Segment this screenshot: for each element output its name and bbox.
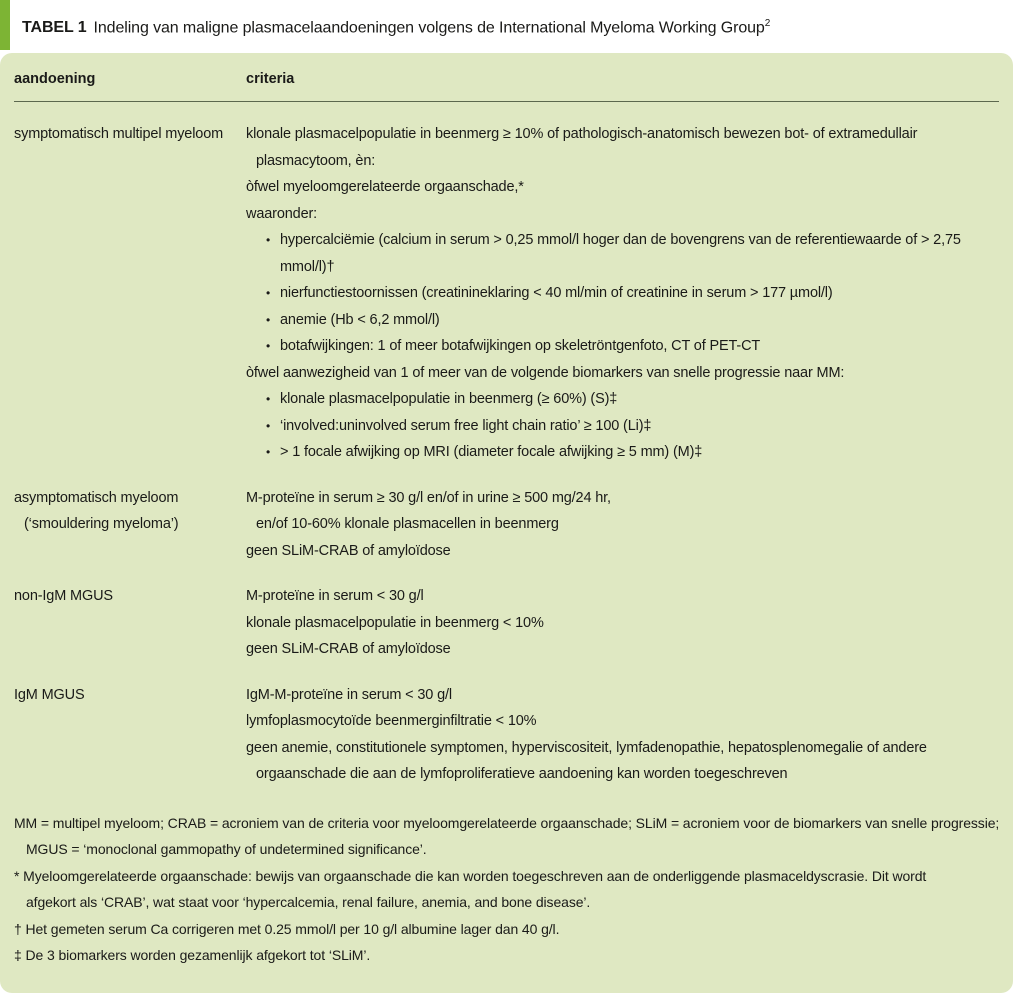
criteria-line: geen SLiM-CRAB of amyloïdose (246, 542, 451, 559)
classification-table-panel (0, 53, 1013, 993)
criteria-line: mmol/l)† (280, 258, 335, 275)
footnote-line: ‡ De 3 biomarkers worden gezamenlijk afgekort tot ‘SLiM’. (14, 947, 371, 963)
disorder-cell (14, 682, 246, 788)
criteria-line: M-proteïne in serum ≥ 30 g/l en/of in urine ≥ 500 mg/24 hr, (246, 489, 611, 506)
footnote-line: * Myeloomgerelateerde orgaanschade: bewijs van orgaanschade die kan worden toegeschreven aan de onderliggende plasmaceldyscrasie. Dit wordt (14, 867, 927, 884)
table-body (14, 121, 999, 788)
criteria-line: klonale plasmacelpopulatie in beenmerg ≥ 10% of pathologisch-anatomisch bewezen bot- of extramedullair (246, 126, 918, 142)
table-caption-label: TABEL 1 (22, 19, 87, 37)
criteria-line: M-proteïne in serum < 30 g/l (246, 588, 424, 604)
criteria-cell (246, 583, 999, 663)
disorder-label: IgM MGUS (14, 686, 85, 703)
footnote-line: afgekort als ‘CRAB’, wat staat voor ‘hypercalcemia, renal failure, anemia, and bone disease’. (26, 894, 591, 910)
criteria-line: geen anemie, constitutionele symptomen, hyperviscositeit, lymfadenopathie, hepatosplenomegalie of andere (246, 739, 927, 756)
criteria-line: òfwel aanwezigheid van 1 of meer van de volgende biomarkers van snelle progressie naar MM: (246, 364, 845, 381)
table-header-row (14, 66, 999, 92)
criteria-line: • nierfunctiestoornissen (creatinineklaring < 40 ml/min of creatinine in serum > 177 µmol/l) (246, 280, 999, 307)
criteria-line: • hypercalciëmie (calcium in serum > 0,25 mmol/l hoger dan de bovengrens van de referentiewaarde of > 2,75 (246, 227, 999, 254)
criteria-line: geen SLiM-CRAB of amyloïdose (246, 641, 451, 657)
table-row (14, 121, 999, 466)
table-row (14, 583, 999, 663)
criteria-line: • klonale plasmacelpopulatie in beenmerg (≥ 60%) (S)‡ (246, 386, 999, 413)
disorder-label: (‘smouldering myeloma’) (24, 516, 179, 532)
table-caption-title: Indeling van maligne plasmacelaandoeningen volgens de International Myeloma Working Group (93, 19, 765, 37)
disorder-label: symptomatisch multipel myeloom (14, 126, 224, 142)
criteria-line: waaronder: (246, 205, 318, 222)
footnote-line: MGUS = ‘monoclonal gammopathy of undetermined significance’. (26, 841, 427, 857)
column-header-aandoening: aandoening (14, 71, 96, 87)
disorder-label: asymptomatisch myeloom (14, 489, 179, 506)
disorder-cell (14, 583, 246, 663)
criteria-line: plasmacytoom, èn: (256, 152, 376, 169)
criteria-cell (246, 682, 999, 788)
criteria-line: òfwel myeloomgerelateerde orgaanschade,* (246, 179, 524, 195)
table-caption (0, 0, 1024, 53)
caption-accent-bar (0, 0, 10, 50)
footnote-line: MM = multipel myeloom; CRAB = acroniem van de criteria voor myeloomgerelateerde orgaanschade; SLiM = acroniem voor de biomarkers van snelle progressie; (14, 814, 1000, 831)
reference-mark: 2 (764, 18, 771, 29)
criteria-line: en/of 10-60% klonale plasmacellen in beenmerg (256, 516, 559, 532)
table-row (14, 682, 999, 788)
column-header-criteria: criteria (246, 71, 295, 87)
footnotes (14, 810, 999, 969)
table-row (14, 485, 999, 565)
criteria-cell (246, 485, 999, 565)
criteria-line: orgaanschade die aan de lymfoproliferatieve aandoening kan worden toegeschreven (256, 766, 788, 782)
criteria-line: klonale plasmacelpopulatie in beenmerg < 10% (246, 614, 544, 631)
disorder-cell (14, 485, 246, 565)
criteria-line: lymfoplasmocytoïde beenmerginfiltratie < 10% (246, 713, 537, 729)
header-divider (14, 101, 999, 102)
criteria-line: • > 1 focale afwijking op MRI (diameter focale afwijking ≥ 5 mm) (M)‡ (246, 439, 999, 466)
disorder-cell (14, 121, 246, 466)
criteria-line: • ‘involved:uninvolved serum free light chain ratio’ ≥ 100 (Li)‡ (246, 413, 999, 440)
disorder-label: non-IgM MGUS (14, 588, 113, 604)
criteria-line: • botafwijkingen: 1 of meer botafwijkingen op skeletröntgenfoto, CT of PET-CT (246, 333, 999, 360)
criteria-line: IgM-M-proteïne in serum < 30 g/l (246, 686, 452, 703)
criteria-line: • anemie (Hb < 6,2 mmol/l) (246, 307, 999, 334)
criteria-cell (246, 121, 999, 466)
footnote-line: † Het gemeten serum Ca corrigeren met 0.25 mmol/l per 10 g/l albumine lager dan 40 g/l. (14, 920, 560, 937)
